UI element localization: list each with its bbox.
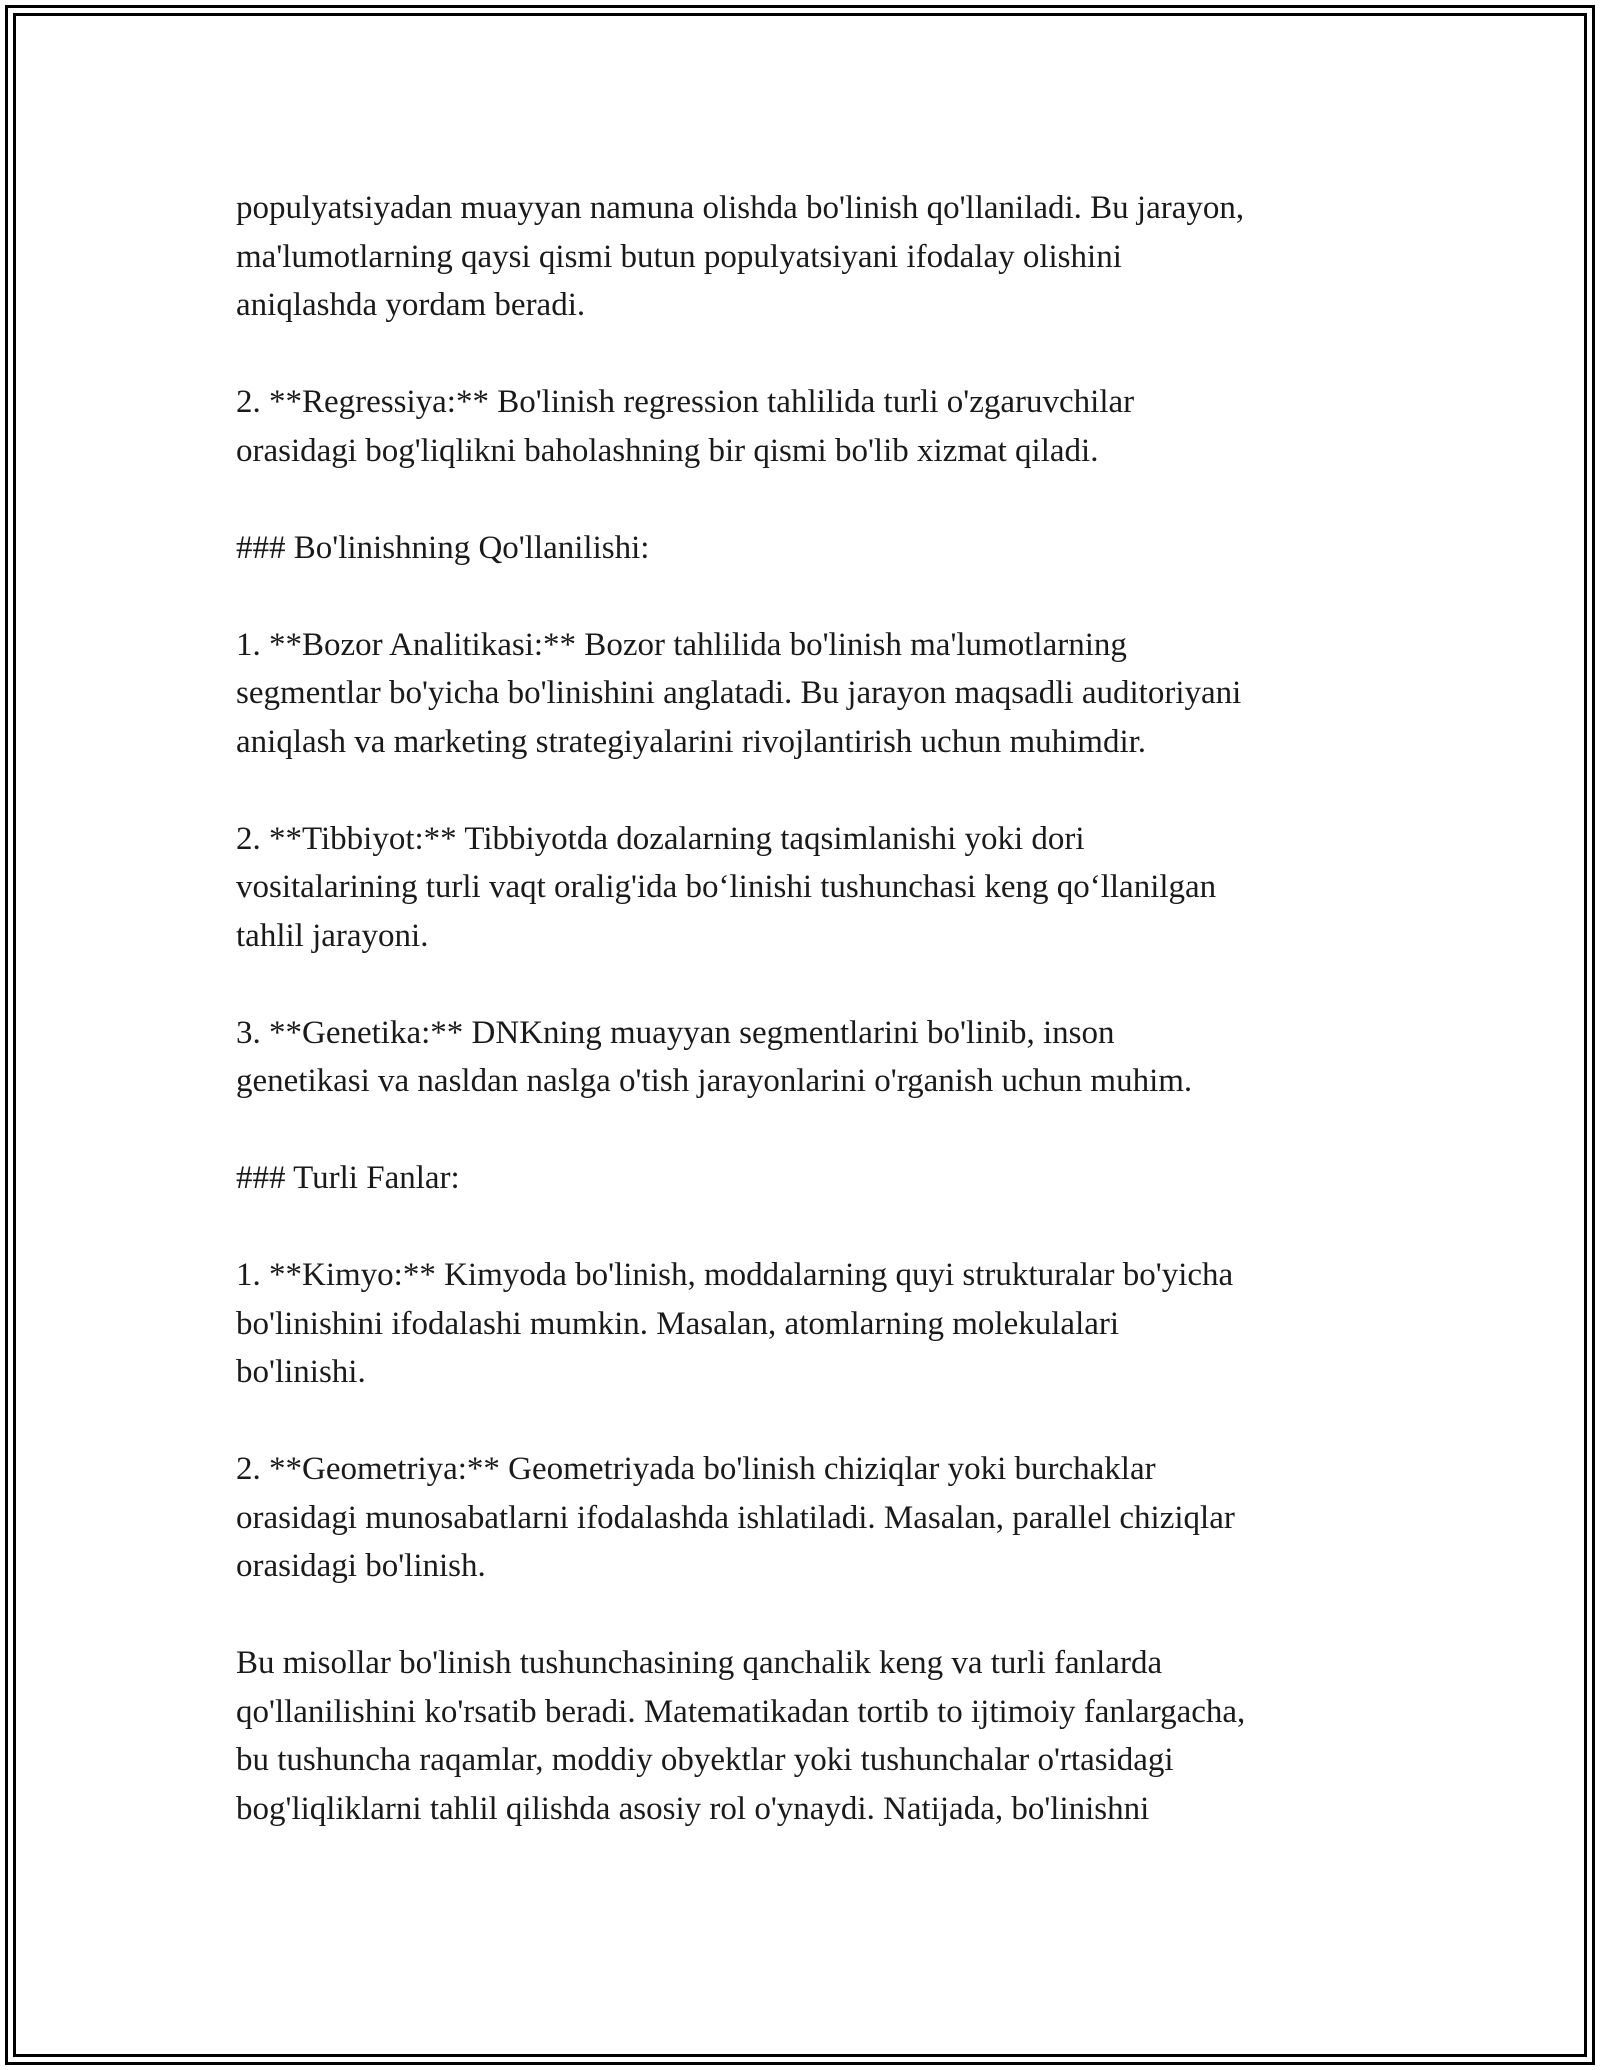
paragraph-genetika: 3. **Genetika:** DNKning muayyan segmentlarini bo'linib, inson genetikasi va nasldan naslga o'tish jarayonlarini o'rganish uchun muhim. [236,1014,1193,1099]
paragraph-bozor-analitikasi: 1. **Bozor Analitikasi:** Bozor tahlilida bo'linish ma'lumotlarning segmentlar bo'yicha bo'linishini anglatadi. Bu jarayon maqsadli auditoriyani aniqlash va marketing strategiyalarini rivojlantirish uchun muhimdir. [236,626,1242,760]
heading-turli-fanlar: ### Turli Fanlar: [236,1160,460,1196]
heading-qollanilishi: ### Bo'linishning Qo'llanilishi: [236,529,650,566]
paragraph-sampling-continuation: populyatsiyadan muayyan namuna olishda bo'linish qo'llaniladi. Bu jarayon, ma'lumotlarning qaysi qismi butun populyatsiyani ifodalay olishini aniqlashda yordam beradi. [236,190,1245,323]
paragraph-regressiya: 2. **Regressiya:** Bo'linish regression tahlilida turli o'zgaruvchilar orasidagi bog'liqlikni baholashning bir qismi bo'lib xizmat qiladi. [236,384,1135,469]
paragraph-tibbiyot: 2. **Tibbiyot:** Tibbiyotda dozalarning taqsimlanishi yoki dori vositalarining turli vaqt oralig'ida bo‘linishi tushunchasi keng qo‘llanilgan tahlil jarayoni. [236,820,1217,954]
paragraph-kimyo: 1. **Kimyo:** Kimyoda bo'linish, moddalarning quyi strukturalar bo'yicha bo'linishini ifodalashi mumkin. Masalan, atomlarning molekulalari bo'linishi. [236,1257,1234,1390]
document-body [236,184,1376,1833]
paragraph-conclusion: Bu misollar bo'linish tushunchasining qanchalik keng va turli fanlarda qo'llanilishini ko'rsatib beradi. Matematikadan tortib to ijtimoiy fanlargacha, bu tushuncha raqamlar, moddiy obyektlar yoki tushunchalar o'rtasidagi bog'liqliklarni tahlil qilishda asosiy rol o'ynaydi. Natijada, bo'linishni [236,1645,1246,1827]
paragraph-geometriya: 2. **Geometriya:** Geometriyada bo'linish chiziqlar yoki burchaklar orasidagi munosabatlarni ifodalashda ishlatiladi. Masalan, parallel chiziqlar orasidagi bo'linish. [236,1451,1235,1584]
